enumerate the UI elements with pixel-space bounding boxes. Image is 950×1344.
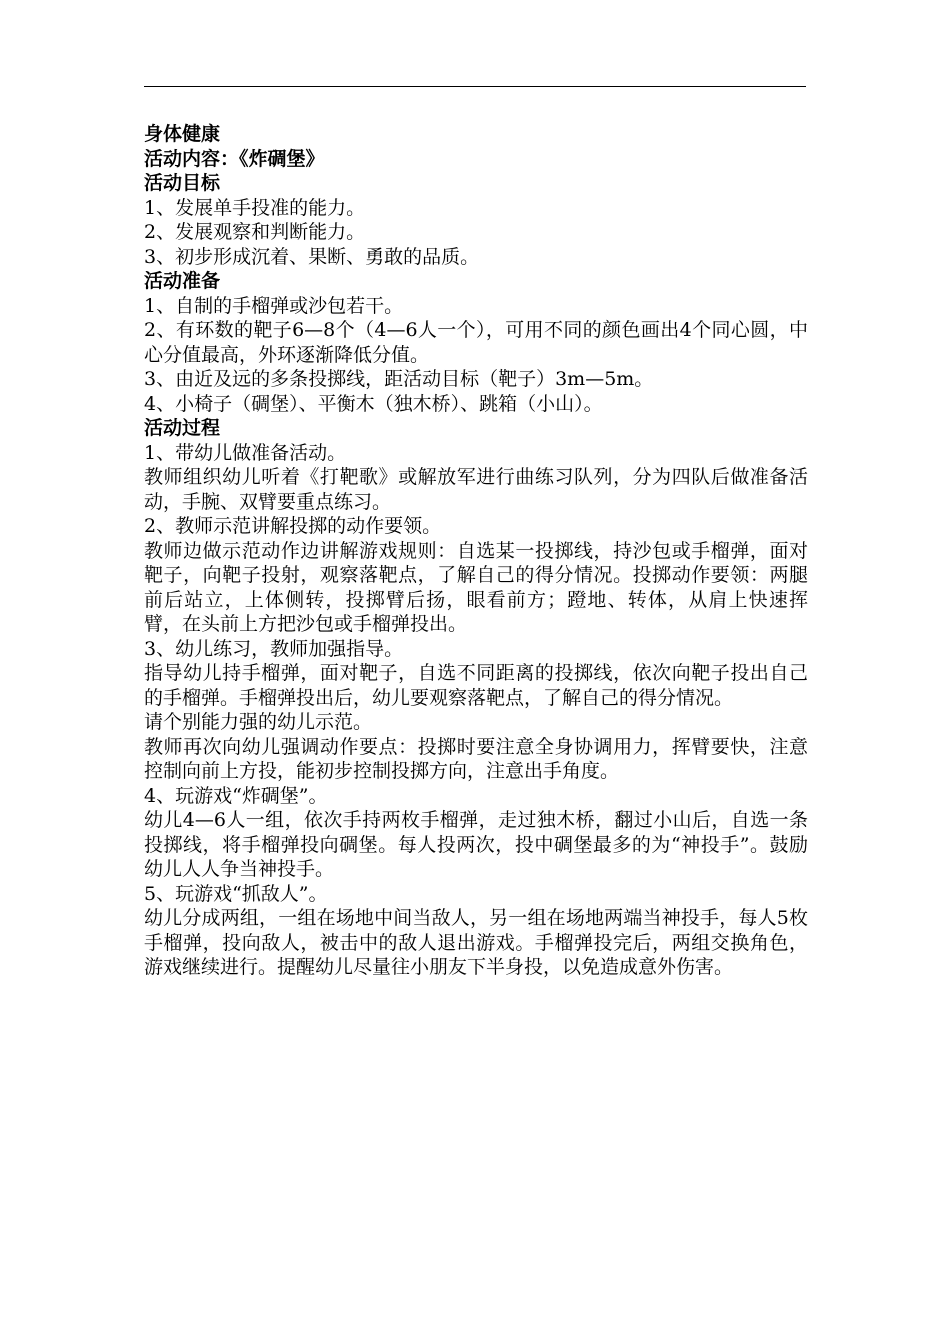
goal-item: 3、初步形成沉着、果断、勇敢的品质。 bbox=[144, 245, 480, 268]
process-paragraph: 请个别能力强的幼儿示范。 bbox=[144, 711, 373, 733]
process-step: 4、玩游戏“炸碉堡”。 bbox=[144, 784, 328, 807]
preparation-item: 3、由近及远的多条投掷线，距活动目标（靶子）3m—5m。 bbox=[144, 368, 654, 390]
preparation-heading: 活动准备 bbox=[144, 270, 221, 292]
document-title: 身体健康 bbox=[144, 123, 221, 145]
document-body bbox=[144, 122, 808, 980]
process-step: 1、带幼儿做准备活动。 bbox=[144, 441, 347, 464]
process-paragraph: 指导幼儿持手榴弹，面对靶子，自选不同距离的投掷线，依次向靶子投出自己的手榴弹。手榴弹投出后，幼儿要观察落靶点，了解自己的得分情况。 bbox=[144, 662, 808, 709]
preparation-item: 1、自制的手榴弹或沙包若干。 bbox=[144, 294, 404, 317]
process-paragraph: 教师组织幼儿听着《打靶歌》或解放军进行曲练习队列，分为四队后做准备活动，手腕、双臂要重点练习。 bbox=[144, 466, 808, 513]
process-step: 3、幼儿练习，教师加强指导。 bbox=[144, 637, 404, 660]
process-heading: 活动过程 bbox=[144, 417, 221, 439]
header-rule bbox=[144, 86, 806, 87]
process-paragraph: 幼儿分成两组，一组在场地中间当敌人，另一组在场地两端当神投手，每人5枚手榴弹，投向敌人，被击中的敌人退出游戏。手榴弹投完后，两组交换角色，游戏继续进行。提醒幼儿尽量往小朋友下半身投，以免造成意外伤害。 bbox=[144, 907, 808, 978]
process-paragraph: 教师再次向幼儿强调动作要点：投掷时要注意全身协调用力，挥臂要快，注意控制向前上方投，能初步控制投掷方向，注意出手角度。 bbox=[144, 735, 808, 782]
process-step: 2、教师示范讲解投掷的动作要领。 bbox=[144, 515, 442, 537]
goal-item: 2、发展观察和判断能力。 bbox=[144, 221, 366, 243]
goal-item: 1、发展单手投准的能力。 bbox=[144, 196, 366, 219]
process-step: 5、玩游戏“抓敌人”。 bbox=[144, 882, 328, 905]
process-paragraph: 教师边做示范动作边讲解游戏规则：自选某一投掷线，持沙包或手榴弹，面对靶子，向靶子投射，观察落靶点，了解自己的得分情况。投掷动作要领：两腿前后站立，上体侧转，投掷臂后扬，眼看前方；蹬地、转体，从肩上快速挥臂，在头前上方把沙包或手榴弹投出。 bbox=[144, 539, 808, 635]
goals-heading: 活动目标 bbox=[144, 172, 221, 194]
activity-content: 活动内容：《炸碉堡》 bbox=[144, 147, 325, 170]
preparation-item: 4、小椅子（碉堡）、平衡木（独木桥）、跳箱（小山）。 bbox=[144, 392, 603, 415]
process-paragraph: 幼儿4—6人一组，依次手持两枚手榴弹，走过独木桥，翻过小山后，自选一条投掷线，将手榴弹投向碉堡。每人投两次，投中碉堡最多的为“神投手”。鼓励幼儿人人争当神投手。 bbox=[144, 809, 808, 880]
preparation-item: 2、有环数的靶子6—8个（4—6人一个），可用不同的颜色画出4个同心圆，中心分值最高，外环逐渐降低分值。 bbox=[144, 319, 808, 366]
